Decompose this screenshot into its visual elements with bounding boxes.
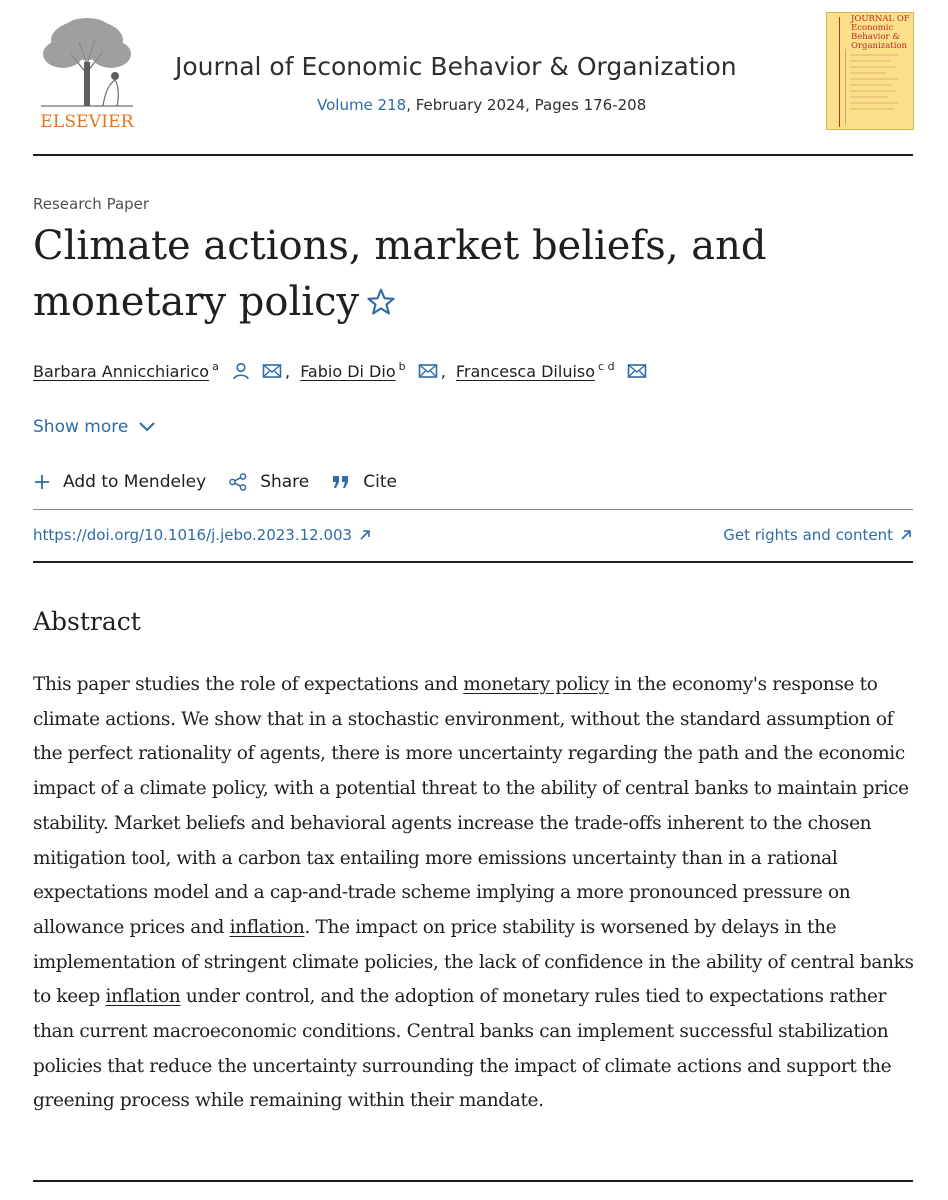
share-button[interactable] (228, 472, 309, 492)
journal-header (33, 10, 913, 156)
topic-link-inflation[interactable]: inflation (105, 986, 181, 1008)
author-affiliation[interactable]: c d (598, 360, 615, 373)
abstract-text: . The impact on price stability is worsened by delays in the implementation of stringent climate policies, the lack of confidence in the ability of central banks to keep (33, 916, 914, 1008)
author-affiliation[interactable]: a (212, 360, 219, 373)
journal-cover-thumbnail[interactable] (826, 12, 914, 130)
mendeley-label: Add to Mendeley (63, 472, 207, 492)
email-icon[interactable] (418, 363, 438, 383)
get-rights-link[interactable] (723, 526, 913, 544)
journal-title-link[interactable]: Journal of Economic Behavior & Organization (175, 52, 737, 81)
email-icon[interactable] (627, 363, 647, 383)
show-more-label: Show more (33, 417, 129, 437)
plus-icon (33, 473, 51, 491)
external-link-icon (899, 528, 913, 542)
cover-lines-graphic (846, 49, 910, 125)
author-affiliation[interactable]: b (398, 360, 406, 373)
article-actions (33, 472, 419, 492)
author-separator: , (285, 362, 291, 381)
tree-icon (33, 14, 141, 110)
share-label: Share (260, 472, 310, 492)
volume-link[interactable]: Volume 218 (317, 96, 407, 114)
cover-stripe (839, 17, 840, 127)
share-icon (228, 472, 248, 492)
star-icon[interactable] (365, 277, 397, 333)
topic-link-monetary-policy[interactable]: monetary policy (463, 674, 609, 695)
quote-icon (331, 474, 351, 490)
elsevier-tree-logo[interactable] (33, 14, 141, 134)
cite-button[interactable] (331, 472, 397, 492)
external-link-icon (358, 528, 372, 542)
cover-decoration (845, 49, 909, 125)
email-icon[interactable] (262, 363, 282, 383)
cite-label: Cite (363, 472, 397, 492)
author-name[interactable]: Fabio Di Dio (300, 362, 396, 381)
article-title (33, 218, 893, 333)
show-more-button[interactable] (33, 417, 156, 437)
abstract-body (33, 668, 919, 1119)
issue-details: , February 2024, Pages 176-208 (406, 96, 647, 114)
abstract-text: under control, and the adoption of monetary rules tied to expectations rather than current macroeconomic conditions. Central banks can implement successful stabilization policies that reduce the uncertainty surrounding the impact of climate actions and support the greening process while remaining within their mandate. (33, 986, 892, 1112)
abstract-text: This paper studies the role of expectations and (33, 674, 464, 695)
rights-text: Get rights and content (723, 526, 893, 544)
author-separator: , (440, 362, 446, 381)
abstract-text: in the economy's response to climate actions. We show that in a stochastic environment, without the standard assumption of the perfect rationality of agents, there is more uncertainty regarding the path and the economic impact of a climate policy, with a potential threat to the ability of central banks to maintain price stability. Market beliefs and behavioral agents increase the trade-offs inherent to the chosen mitigation tool, with a carbon tax entailing more emissions uncertainty than in a rational expectations model and a cap-and-trade scheme implying a more pronounced pressure on allowance prices and (33, 674, 909, 938)
header-divider (33, 154, 913, 156)
author-name[interactable]: Francesca Diluiso (455, 362, 596, 381)
author-name[interactable]: Barbara Annicchiarico (33, 362, 210, 381)
actions-divider (33, 509, 913, 510)
elsevier-wordmark: ELSEVIER (40, 112, 134, 132)
add-to-mendeley-button[interactable] (33, 472, 206, 492)
topic-link-inflation[interactable]: inflation (229, 916, 305, 938)
abstract-divider (33, 1180, 913, 1182)
author-list (33, 360, 650, 385)
links-divider (33, 561, 913, 563)
abstract-heading: Abstract (33, 607, 141, 636)
doi-link[interactable] (33, 526, 372, 544)
chevron-down-icon (138, 421, 156, 433)
cover-title: JOURNAL OF Economic Behavior & Organization (851, 14, 910, 51)
person-icon[interactable] (231, 361, 251, 385)
doi-text: https://doi.org/10.1016/j.jebo.2023.12.003 (33, 526, 353, 544)
article-title-text: Climate actions, market beliefs, and monetary policy (33, 223, 767, 325)
article-type: Research Paper (33, 195, 150, 213)
journal-issue-info (317, 96, 646, 114)
